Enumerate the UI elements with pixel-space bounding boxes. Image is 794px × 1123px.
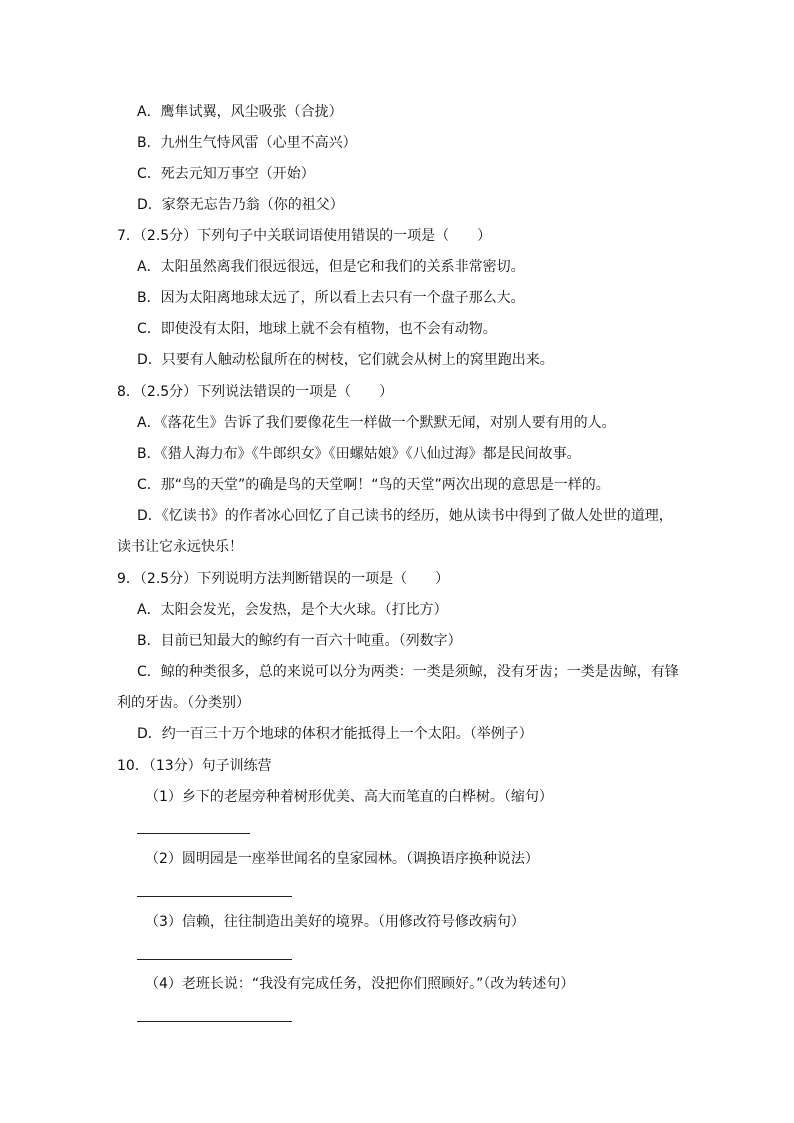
question-stem: 9．（2.5分）下列说明方法判断错误的一项是（ ） xyxy=(117,571,450,587)
sub-question: （4）老班长说：“我没有完成任务，没把你们照顾好。”（改为转述句） xyxy=(145,976,575,992)
option-line: B．九州生气恃风雷（心里不高兴） xyxy=(137,135,357,151)
question-stem: 7．（2.5分）下列句子中关联词语使用错误的一项是（ ） xyxy=(117,228,492,244)
option-continuation: 读书让它永远快乐！ xyxy=(117,539,243,555)
option-line: D．只要有人触动松鼠所在的树枝，它们就会从树上的窝里跑出来。 xyxy=(137,352,554,368)
question-stem: 10．（13分）句子训练营 xyxy=(117,758,272,774)
answer-blank xyxy=(137,959,292,960)
answer-blank xyxy=(137,833,250,834)
option-line: A．太阳虽然离我们很远很远，但是它和我们的关系非常密切。 xyxy=(137,259,525,275)
sub-question: （2）圆明园是一座举世闻名的皇家园林。（调换语序换种说法） xyxy=(145,851,539,867)
option-line: C．即使没有太阳，地球上就不会有植物，也不会有动物。 xyxy=(137,321,497,337)
option-line: C．鲸的种类很多，总的来说可以分为两类：一类是须鲸，没有牙齿；一类是齿鲸，有锋 xyxy=(137,664,679,680)
option-line: B．目前已知最大的鲸约有一百六十吨重。（列数字） xyxy=(137,633,462,649)
option-line: D．《忆读书》的作者冰心回忆了自己读书的经历，她从读书中得到了做人处世的道理， xyxy=(137,508,673,524)
option-line: D．约一百三十万个地球的体积才能抵得上一个太阳。（举例子） xyxy=(137,726,533,742)
option-line: C．那“鸟的天堂”的确是鸟的天堂啊！“鸟的天堂”两次出现的意思是一样的。 xyxy=(137,477,610,493)
option-line: B．《猎人海力布》《牛郎织女》《田螺姑娘》《八仙过海》都是民间故事。 xyxy=(137,446,581,462)
sub-question: （3）信赖，往往制造出美好的境界。（用修改符号修改病句） xyxy=(145,914,525,930)
option-line: A．太阳会发光，会发热，是个大火球。（打比方） xyxy=(137,602,448,618)
sub-question: （1）乡下的老屋旁种着树形优美、高大而笔直的白桦树。（缩句） xyxy=(145,789,553,805)
option-line: D．家祭无忘告乃翁（你的祖父） xyxy=(137,197,344,213)
option-line: B．因为太阳离地球太远了，所以看上去只有一个盘子那么大。 xyxy=(137,290,525,306)
answer-blank xyxy=(137,1021,292,1022)
answer-blank xyxy=(137,896,292,897)
option-line: A．《落花生》告诉了我们要像花生一样做一个默默无闻，对别人要有用的人。 xyxy=(137,415,616,431)
option-continuation: 利的牙齿。（分类别） xyxy=(117,695,250,711)
option-line: C．死去元知万事空（开始） xyxy=(137,166,315,182)
option-line: A．鹰隼试翼，风尘吸张（合拢） xyxy=(137,104,343,120)
question-stem: 8．（2.5分）下列说法错误的一项是（ ） xyxy=(117,384,394,400)
